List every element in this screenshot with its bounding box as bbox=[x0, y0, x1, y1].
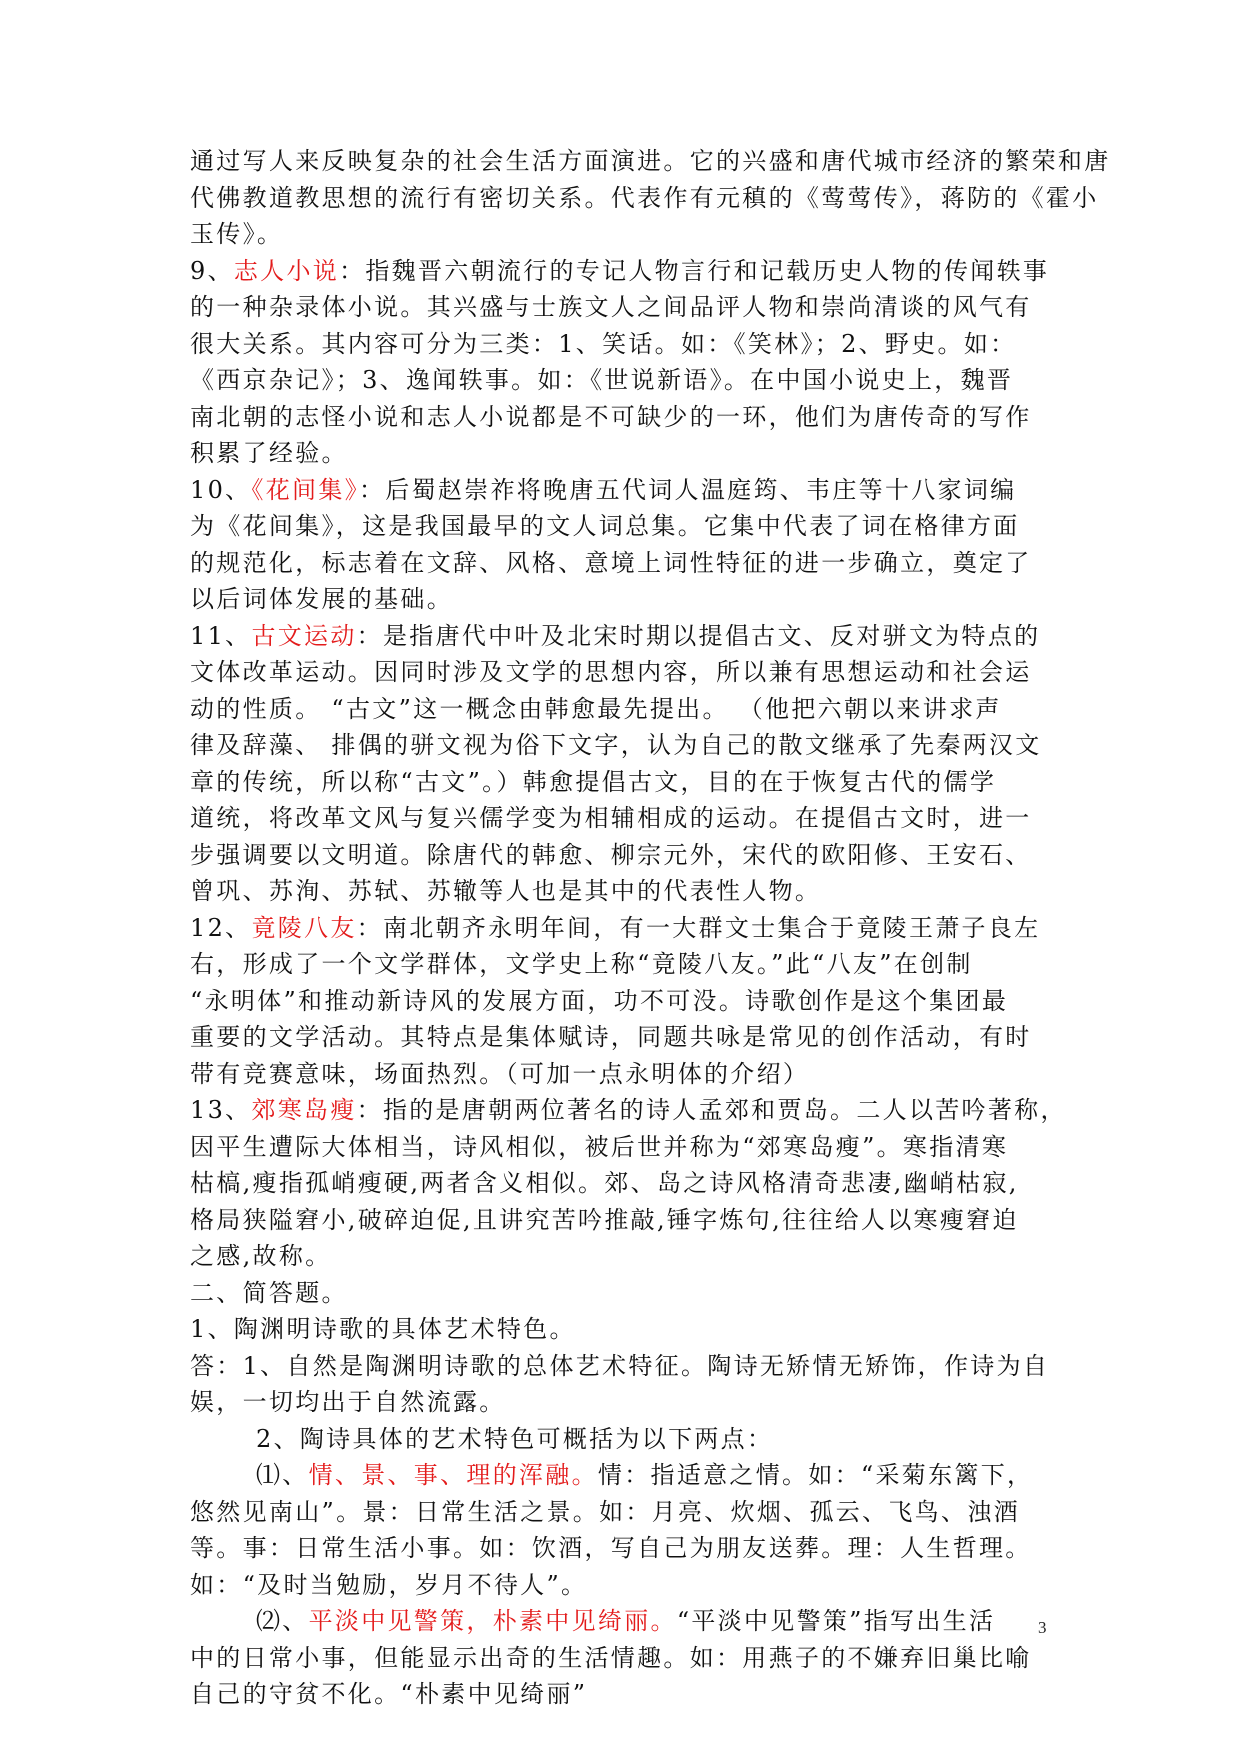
text-run: ：南北朝齐永明年间，有一大群文士集合于竟陵王萧子良左 bbox=[356, 913, 1041, 942]
text-run: 情：指适意之情。如：“采菊东篱下， bbox=[597, 1461, 1034, 1489]
text-run: 自己的守贫不化。“朴素中见绮丽” bbox=[190, 1680, 588, 1708]
text-line bbox=[190, 1384, 1056, 1421]
text-run: ：是指唐代中叶及北宋时期以提倡古文、反对骈文为特点的 bbox=[356, 621, 1041, 650]
text-run: ：指魏晋六朝流行的专记人物言行和记载历史人物的传闻轶事 bbox=[339, 256, 1050, 285]
text-run: 以后词体发展的基础。 bbox=[190, 585, 453, 613]
text-line bbox=[190, 1275, 1056, 1312]
text-line bbox=[190, 180, 1099, 217]
text-run: 积累了经验。 bbox=[190, 439, 348, 467]
text-run: 为《花间集》，这是我国最早的文人词总集。它集中代表了词在格律方面 bbox=[190, 512, 1020, 540]
text-run: 1、陶渊明诗歌的具体艺术特色。 bbox=[190, 1315, 576, 1343]
text-run: 的一种杂录体小说。其兴盛与士族文人之间品评人物和崇尚清谈的风气有 bbox=[190, 293, 1032, 321]
text-run: 等。事：日常生活小事。如：饮酒，写自己为朋友送葬。理：人生哲理。 bbox=[190, 1534, 1032, 1562]
text-run: 重要的文学活动。其特点是集体赋诗，同题共咏是常见的创作活动，有时 bbox=[190, 1023, 1032, 1051]
text-line bbox=[190, 1640, 1056, 1677]
text-run: 带有竞赛意味，场面热烈。（可加一点永明体的介绍） bbox=[190, 1059, 810, 1088]
text-line bbox=[190, 253, 1056, 290]
text-line bbox=[190, 800, 1056, 837]
text-run: 南北朝的志怪小说和志人小说都是不可缺少的一环，他们为唐传奇的写作 bbox=[190, 402, 1032, 431]
text-run: 右，形成了一个文学群体，文学史上称“竟陵八友。”此“八友”在创制 bbox=[190, 950, 973, 978]
text-run: 玉传》。 bbox=[190, 220, 284, 248]
text-run: “平淡中见警策”指写出生活 bbox=[676, 1607, 996, 1635]
text-line bbox=[190, 1457, 1056, 1494]
text-run: 曾巩、苏洵、苏轼、苏辙等人也是其中的代表性人物。 bbox=[190, 877, 822, 905]
text-run: 11、 bbox=[190, 621, 252, 650]
text-line bbox=[190, 1092, 1067, 1129]
text-run: 因平生遭际大体相当，诗风相似，被后世并称为“郊寒岛瘦”。寒指清寒 bbox=[190, 1132, 1009, 1161]
text-line bbox=[190, 873, 1056, 910]
text-line bbox=[190, 1202, 1056, 1239]
text-run: 2、陶诗具体的艺术特色可概括为以下两点： bbox=[256, 1424, 774, 1453]
text-run: 《西京杂记》；3、逸闻轶事。如：《世说新语》。在中国小说史上，魏晋 bbox=[190, 366, 1014, 394]
text-line bbox=[190, 1348, 1056, 1385]
text-line bbox=[190, 545, 1056, 582]
text-line bbox=[190, 1165, 1056, 1202]
text-line bbox=[190, 472, 1056, 509]
text-run: 枯槁,瘦指孤峭瘦硬,两者含义相似。郊、岛之诗风格清奇悲凄,幽峭枯寂, bbox=[190, 1169, 1019, 1197]
text-line bbox=[190, 399, 1056, 436]
text-line bbox=[190, 764, 1056, 801]
text-line bbox=[190, 910, 1056, 947]
text-run: 步强调要以文明道。除唐代的韩愈、柳宗元外，宋代的欧阳修、王安石、 bbox=[190, 840, 1032, 869]
text-line bbox=[190, 654, 1056, 691]
highlighted-term: 《花间集》 bbox=[251, 475, 359, 504]
text-run: “永明体”和推动新诗风的发展方面，功不可没。诗歌创作是这个集团最 bbox=[190, 986, 1009, 1015]
text-line bbox=[190, 581, 1056, 618]
text-run: 10、 bbox=[190, 475, 252, 504]
text-run: 之感,故称。 bbox=[190, 1242, 332, 1270]
text-run: 通过写人来反映复杂的社会生活方面演进。它的兴盛和唐代城市经济的繁荣和唐 bbox=[190, 147, 1111, 175]
text-run: 12、 bbox=[190, 913, 252, 942]
text-run: 动的性质。 “古文”这一概念由韩愈最先提出。 （他把六朝以来讲求声 bbox=[190, 694, 1002, 723]
text-run: 格局狭隘窘小,破碎迫促,且讲究苦吟推敲,锤字炼句,往往给人以寒瘦窘迫 bbox=[190, 1205, 1019, 1234]
text-line bbox=[190, 143, 1111, 180]
text-run: ：指的是唐朝两位著名的诗人孟郊和贾岛。二人以苦吟著称， bbox=[356, 1096, 1067, 1124]
text-line bbox=[190, 691, 1056, 728]
text-line bbox=[190, 1567, 1056, 1604]
text-line bbox=[190, 946, 1056, 983]
text-run: 代佛教道教思想的流行有密切关系。代表作有元稹的《莺莺传》，蒋防的《霍小 bbox=[190, 183, 1099, 212]
text-run: ：后蜀赵崇祚将晚唐五代词人温庭筠、韦庄等十八家词编 bbox=[358, 475, 1017, 504]
text-run: 9、 bbox=[190, 256, 234, 285]
text-line bbox=[190, 837, 1056, 874]
text-line bbox=[190, 618, 1056, 655]
text-line bbox=[190, 1530, 1056, 1567]
text-run: 13、 bbox=[190, 1096, 252, 1124]
document-body bbox=[190, 143, 1111, 1713]
highlighted-term: 古文运动 bbox=[251, 621, 357, 650]
text-line bbox=[190, 1494, 1056, 1531]
page-number: 3 bbox=[1038, 1618, 1047, 1637]
text-run: ⑵、 bbox=[256, 1607, 309, 1635]
highlighted-term: 平淡中见警策，朴素中见绮丽。 bbox=[308, 1607, 677, 1635]
text-line bbox=[190, 508, 1056, 545]
text-line bbox=[190, 1019, 1056, 1056]
text-line bbox=[190, 1603, 1056, 1640]
text-line bbox=[190, 326, 1056, 363]
text-run: 道统，将改革文风与复兴儒学变为相辅相成的运动。在提倡古文时，进一 bbox=[190, 804, 1032, 832]
text-run: 很大关系。其内容可分为三类：1、笑话。如：《笑林》；2、野史。如： bbox=[190, 329, 1017, 358]
highlighted-term: 竟陵八友 bbox=[251, 913, 357, 942]
text-line bbox=[190, 727, 1056, 764]
text-line bbox=[190, 1311, 1056, 1348]
text-line bbox=[190, 289, 1056, 326]
text-line bbox=[190, 1421, 1056, 1458]
text-run: 章的传统，所以称“古文”。）韩愈提倡古文，目的在于恢复古代的儒学 bbox=[190, 767, 997, 796]
text-line bbox=[190, 1056, 1056, 1093]
text-line bbox=[190, 1676, 1056, 1713]
text-run: 律及辞藻、 排偶的骈文视为俗下文字，认为自己的散文继承了先秦两汉文 bbox=[190, 731, 1042, 759]
text-run: 悠然见南山”。景：日常生活之景。如：月亮、炊烟、孤云、飞鸟、浊酒 bbox=[190, 1497, 1020, 1526]
text-run: ⑴、 bbox=[256, 1461, 309, 1489]
highlighted-term: 情、景、事、理的浑融。 bbox=[308, 1461, 598, 1489]
text-line bbox=[190, 362, 1056, 399]
text-line bbox=[190, 1238, 1056, 1275]
text-line bbox=[190, 1129, 1056, 1166]
text-run: 二、简答题。 bbox=[190, 1278, 348, 1307]
text-run: 娱，一切均出于自然流露。 bbox=[190, 1388, 506, 1416]
text-line bbox=[190, 216, 1056, 253]
text-line bbox=[190, 983, 1056, 1020]
text-run: 文体改革运动。因同时涉及文学的思想内容，所以兼有思想运动和社会运 bbox=[190, 658, 1032, 686]
text-line bbox=[190, 435, 1056, 472]
text-run: 中的日常小事，但能显示出奇的生活情趣。如：用燕子的不嫌弃旧巢比喻 bbox=[190, 1643, 1032, 1672]
highlighted-term: 郊寒岛瘦 bbox=[251, 1096, 357, 1124]
text-run: 答：1、自然是陶渊明诗歌的总体艺术特征。陶诗无矫情无矫饰，作诗为自 bbox=[190, 1351, 1050, 1380]
highlighted-term: 志人小说 bbox=[233, 256, 340, 285]
text-run: 的规范化，标志着在文辞、风格、意境上词性特征的进一步确立，奠定了 bbox=[190, 548, 1032, 577]
text-run: 如：“及时当勉励，岁月不待人”。 bbox=[190, 1570, 588, 1599]
